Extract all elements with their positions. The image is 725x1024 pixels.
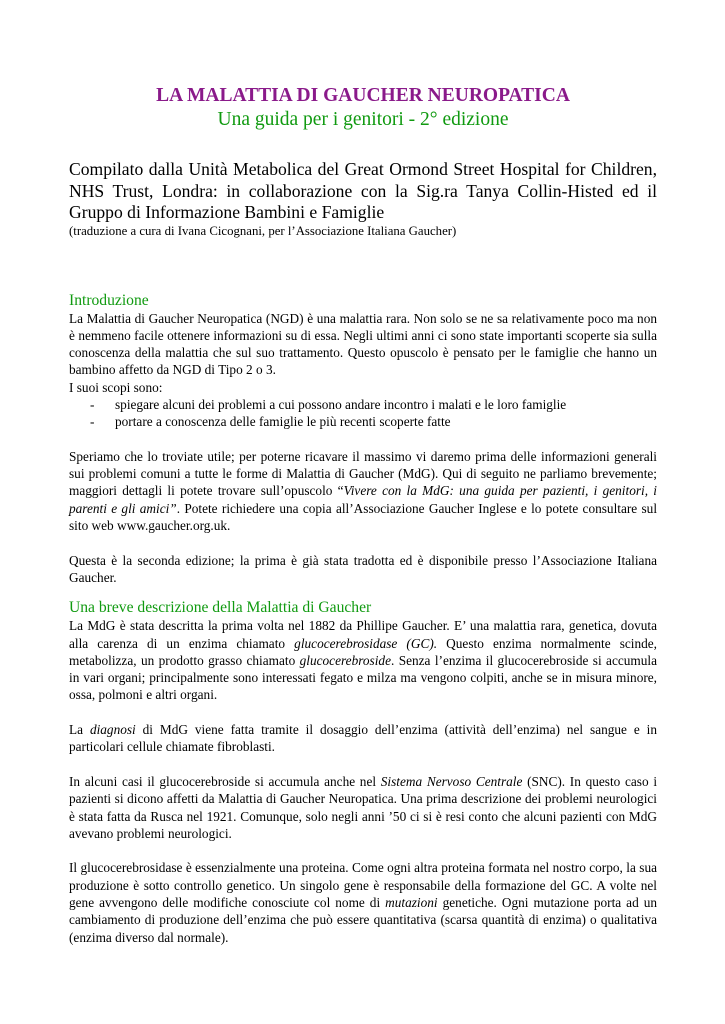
list-item: - portare a conoscenza delle famiglie le più recenti scoperte fatte <box>90 413 657 430</box>
description-paragraph-3: In alcuni casi il glucocerebroside si accumula anche nel Sistema Nervoso Centrale (SNC). In questo caso i pazienti si dicono affetti da Malattia di Gaucher Neuropatica. Una prima descrizione dei problemi neurologici è stata fatta da Rusca nel 1921. Comunque, solo negli anni ’50 ci si è resi conto che alcuni pazienti con MdG avevano problemi neurologici. <box>69 773 658 841</box>
aims-list <box>69 396 657 431</box>
credits-translation: (traduzione a cura di Ivana Cicognani, per l’Associazione Italiana Gaucher) <box>69 223 457 238</box>
document-title: LA MALATTIA DI GAUCHER NEUROPATICA <box>156 85 570 106</box>
document-subtitle: Una guida per i genitori - 2° edizione <box>217 109 509 130</box>
intro-paragraph-1: La Malattia di Gaucher Neuropatica (NGD) è una malattia rara. Non solo se ne sa relativamente poco ma non è nemmeno facile ottenere informazioni su di essa. Negli ultimi anni ci sono state importanti scoperte sia sulla conoscenza della malattia che sul suo trattamento. Questo opuscolo è pensato per le famiglie che hanno un bambino affetto da NGD di Tipo 2 o 3. <box>69 310 657 378</box>
description-paragraph-2: La diagnosi di MdG viene fatta tramite il dosaggio dell’enzima (attività dell’enzima) nel sangue e in particolari cellule chiamate fibroblasti. <box>69 722 657 755</box>
list-item: - spiegare alcuni dei problemi a cui possono andare incontro i malati e le loro famiglie <box>90 396 657 413</box>
section-heading-intro: Introduzione <box>69 291 149 309</box>
section-heading-description: Una breve descrizione della Malattia di Gaucher <box>69 599 372 617</box>
intro-paragraph-2: Speriamo che lo troviate utile; per poterne ricavare il massimo vi daremo prima delle informazioni generali sui problemi comuni a tutte le forme di Malattia di Gaucher (MdG). Qui di seguito ne parliamo brevemente; maggiori dettagli li potete trovare sull’opuscolo “Vivere con la MdG: una guida per pazienti, i genitori, i parenti e gli amici”. Potete richiedere una copia all’Associazione Gaucher Inglese e lo potete consultare sul sito web www.gaucher.org.uk. <box>69 448 658 534</box>
description-paragraph-4: Il glucocerebrosidase è essenzialmente una proteina. Come ogni altra proteina formata nel nostro corpo, la sua produzione è sotto controllo genetico. Un singolo gene è responsabile della formazione del GC. A volte nel gene avvengono delle modifiche conosciute col nome di mutazioni genetiche. Ogni mutazione porta ad un cambiamento di produzione dell’enzima che può essere quantitativa (scarsa quantità di enzima) o qualitativa (enzima diverso dal normale). <box>69 860 658 945</box>
intro-paragraph-3: Questa è la seconda edizione; la prima è già stata tradotta ed è disponibile presso l’Associazione Italiana Gaucher. <box>69 552 657 585</box>
description-paragraph-1: La MdG è stata descritta la prima volta nel 1882 da Phillipe Gaucher. E’ una malattia rara, genetica, dovuta alla carenza di un enzima chiamato glucocerebrosidase (GC). Questo enzima normalmente scinde, metabolizza, un prodotto grasso chiamato glucocerebroside. Senza l’enzima il glucocerebroside si accumula in vari organi; principalmente sono interessati fegato e milza ma vengono colpiti, anche se in misura minore, ossa, polmoni e altri organi. <box>69 618 657 703</box>
booklet-title: Vivere con la MdG: una guida per pazienti, i genitori, i parenti e gli amici” <box>69 483 657 516</box>
document-page <box>69 84 657 946</box>
credits-compiled: Compilato dalla Unità Metabolica del Great Ormond Street Hospital for Children, NHS Trust, Londra: in collaborazione con la Sig.ra Tanya Collin-Histed ed il Gruppo di Informazione Bambini e Famiglie <box>69 159 657 222</box>
aims-label: I suoi scopi sono: <box>69 379 163 395</box>
spacer <box>69 239 657 292</box>
